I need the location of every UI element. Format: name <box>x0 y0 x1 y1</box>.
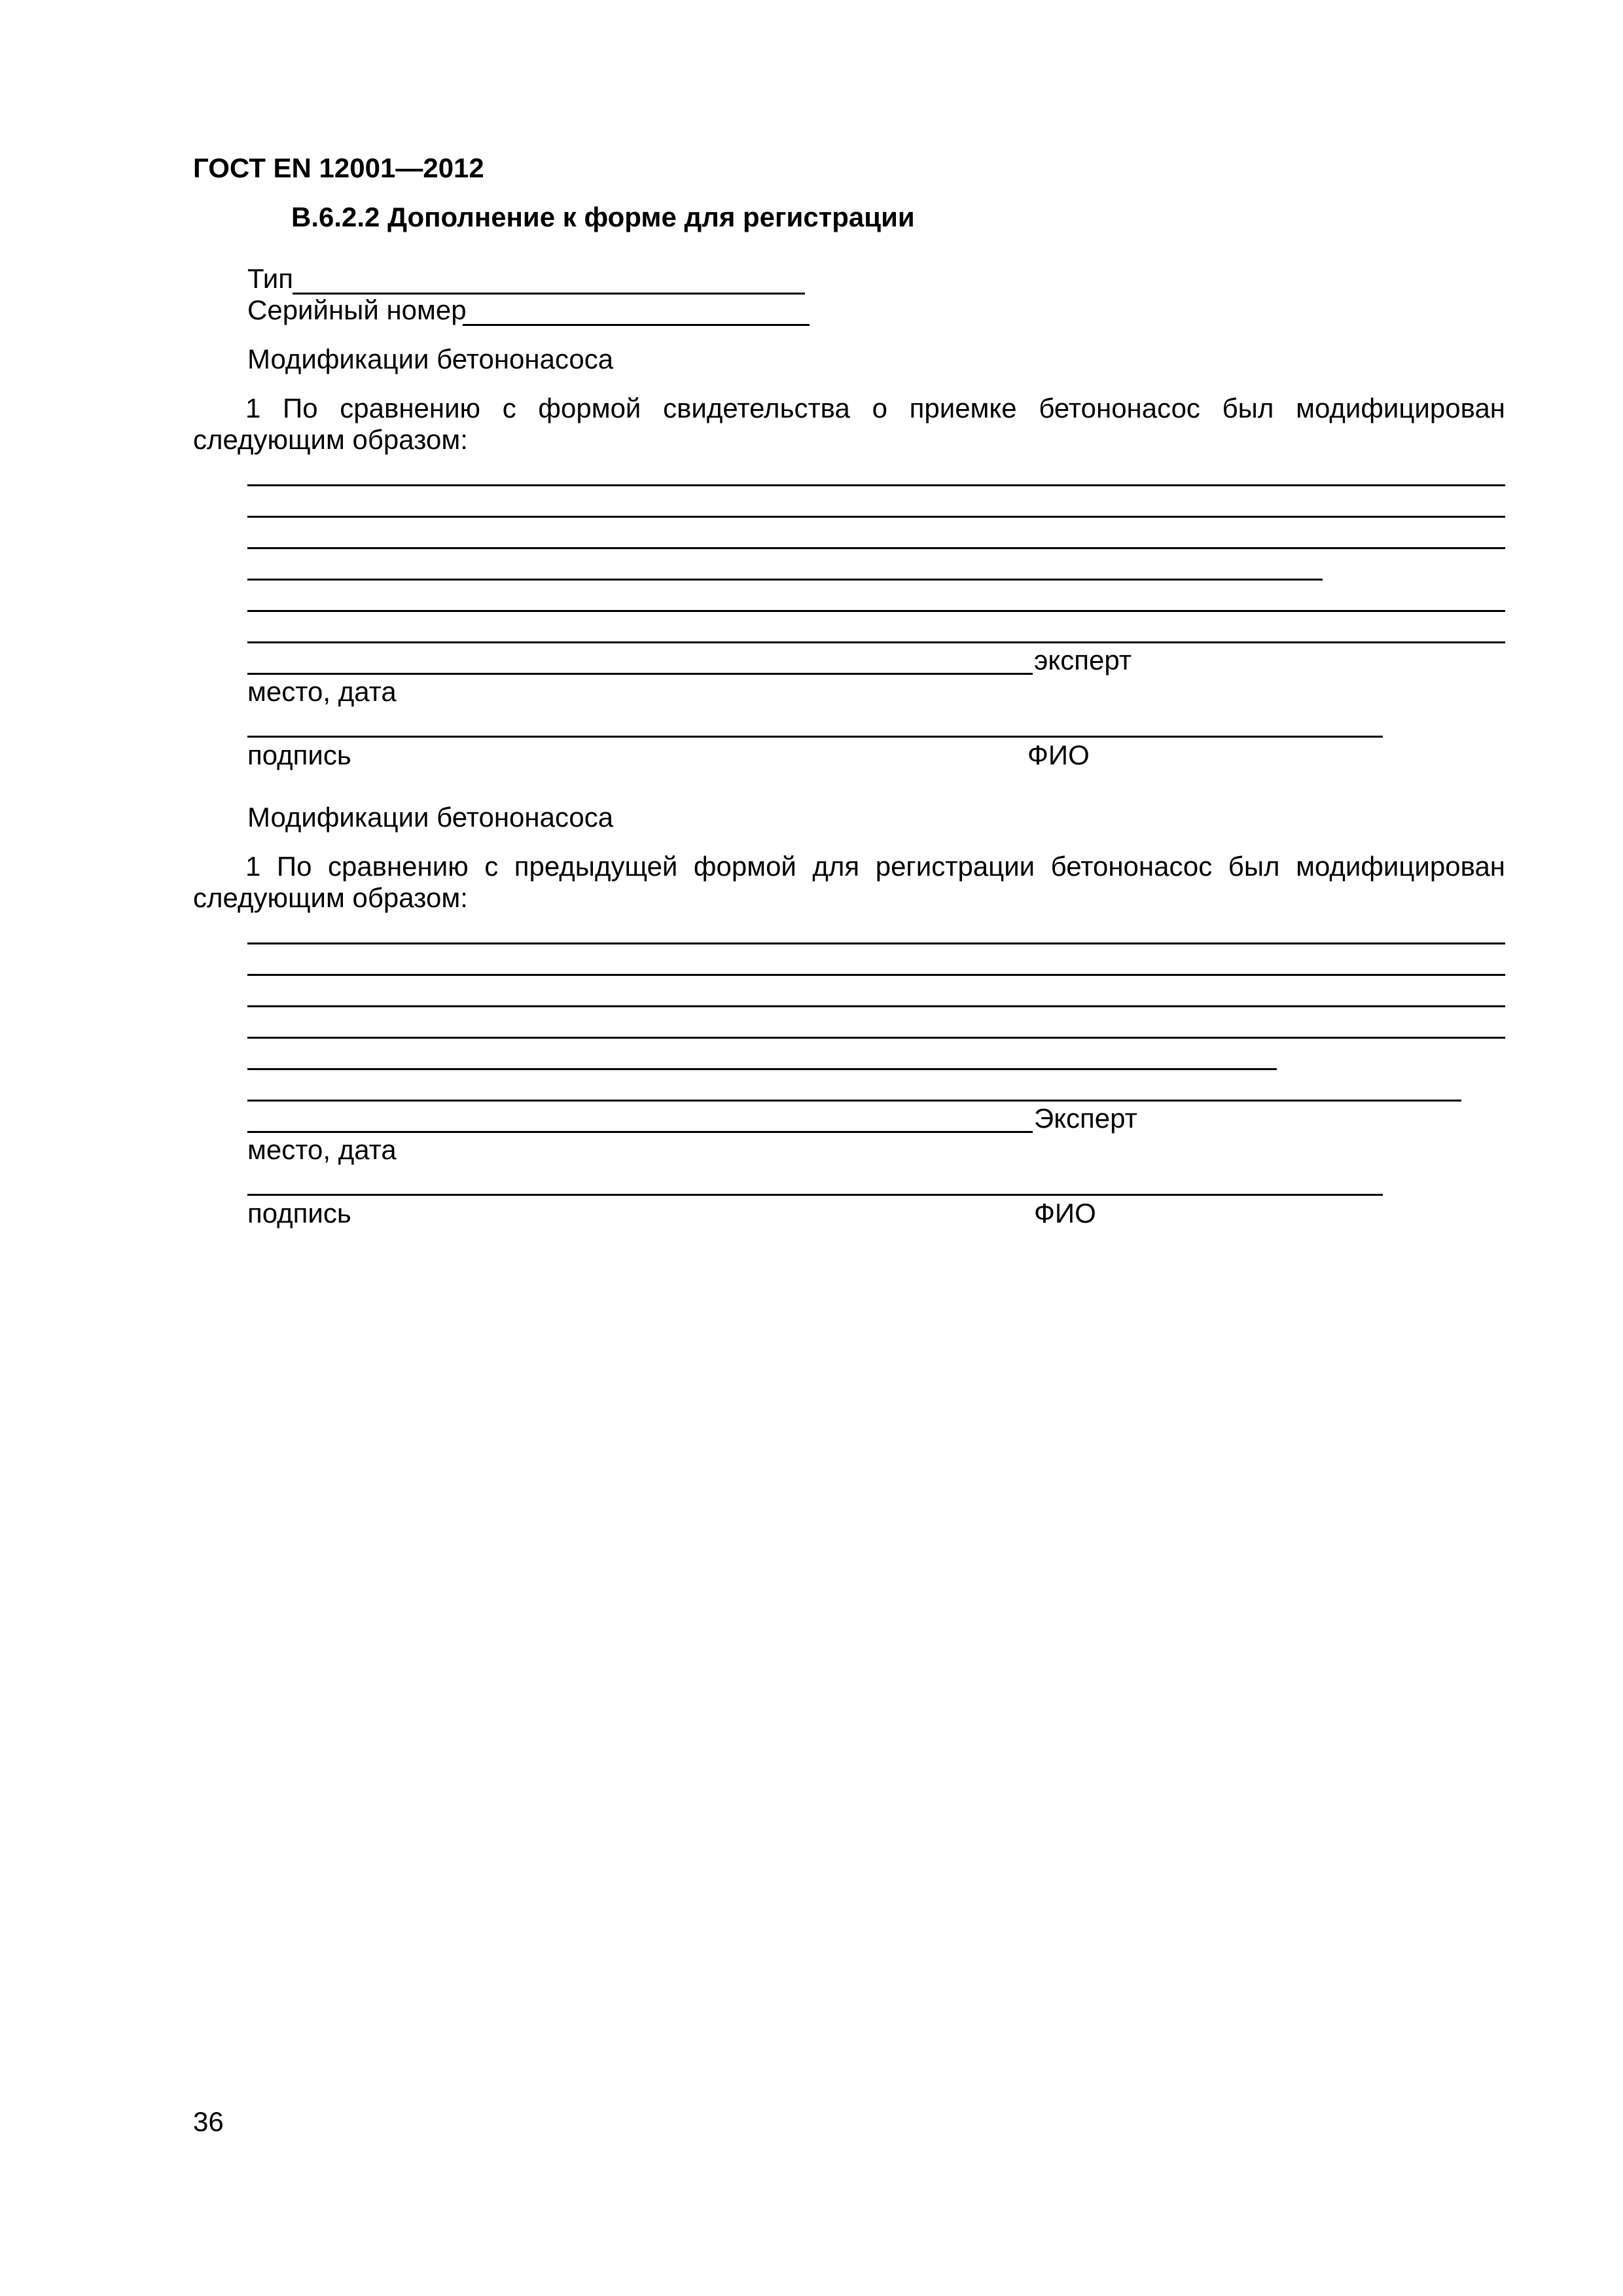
serial-number-label: Серийный номер <box>247 295 467 325</box>
signature-field-line[interactable] <box>247 736 1383 738</box>
serial-number-field-line[interactable] <box>463 324 810 326</box>
expert-label-1: эксперт <box>1034 645 1132 675</box>
type-label: Тип <box>247 263 294 294</box>
answer-line[interactable] <box>247 516 1505 518</box>
page-number: 36 <box>193 2106 224 2137</box>
answer-line[interactable] <box>247 579 1323 581</box>
answer-line[interactable] <box>247 641 1505 643</box>
answer-line[interactable] <box>247 1100 1461 1102</box>
signature-label-1: подпись <box>247 740 351 770</box>
answer-line[interactable] <box>247 484 1505 486</box>
answer-line[interactable] <box>247 610 1505 612</box>
answer-line[interactable] <box>247 1037 1505 1039</box>
place-date-label-2: место, дата <box>247 1134 397 1165</box>
modifications-heading-1: Модификации бетононасоса <box>247 344 614 374</box>
full-name-label-1: ФИО <box>1027 740 1090 770</box>
answer-line[interactable] <box>247 974 1505 976</box>
modifications-paragraph-1: 1 По сравнению с формой свидетельства о приемке бетононасос был модифицирован следующим образом: <box>193 393 1505 455</box>
place-date-field-line[interactable] <box>247 1131 1033 1133</box>
answer-line[interactable] <box>247 1005 1505 1007</box>
place-date-label-1: место, дата <box>247 676 397 707</box>
signature-label-2: подпись <box>247 1198 351 1229</box>
expert-label-2: Эксперт <box>1034 1103 1137 1134</box>
document-code: ГОСТ EN 12001—2012 <box>193 152 484 183</box>
full-name-label-2: ФИО <box>1034 1198 1096 1229</box>
answer-line[interactable] <box>247 942 1505 944</box>
modifications-heading-2: Модификации бетононасоса <box>247 802 614 833</box>
section-title: B.6.2.2 Дополнение к форме для регистрации <box>291 202 915 232</box>
signature-field-line[interactable] <box>247 1194 1383 1196</box>
answer-line[interactable] <box>247 547 1505 549</box>
modifications-paragraph-2: 1 По сравнению с предыдущей формой для регистрации бетононасос был модифицирован следующим образом: <box>193 851 1505 913</box>
place-date-field-line[interactable] <box>247 673 1033 675</box>
answer-line[interactable] <box>247 1068 1277 1070</box>
